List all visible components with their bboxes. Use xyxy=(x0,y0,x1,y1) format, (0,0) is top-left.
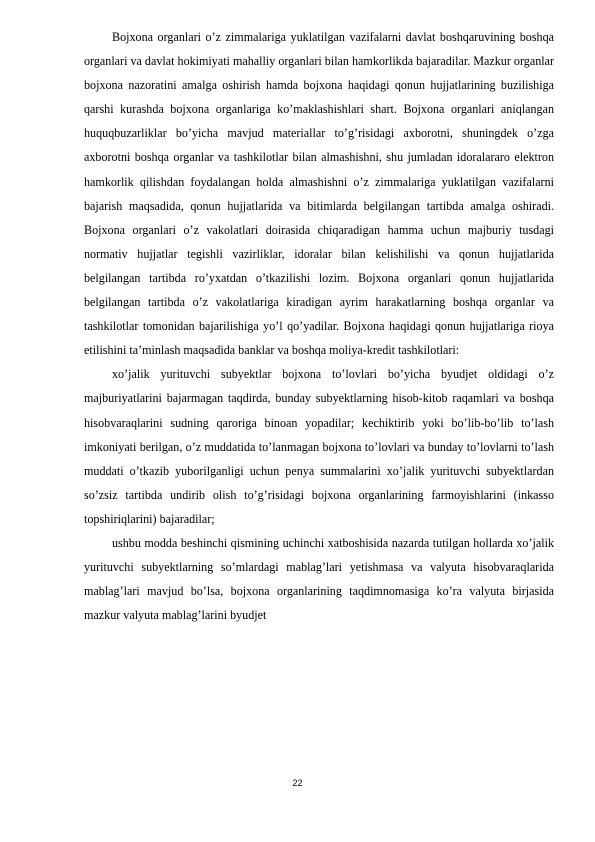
paragraph-1: Bojxona organlari o’z zimmalariga yuklatilgan vazifalarni davlat boshqaruvining boshqa organlari va davlat hokimiyati mahalliy organlari bilan hamkorlikda bajaradilar. Mazkur organlar bojxona nazoratini amalga oshirish hamda bojxona haqidagi qonun hujjatlarining buzilishiga qarshi kurashda bojxona organlariga ko’maklashishlari shart. Bojxona organlari aniqlangan huquqbuzarliklar bo’yicha mavjud materiallar to’g’risidagi axborotni, shuningdek o’zga axborotni boshqa organlar va tashkilotlar bilan almashishni, shu jumladan idoralararo elektron hamkorlik qilishdan foydalangan holda almashishni o’z zimmalariga yuklatilgan vazifalarni bajarish maqsadida, qonun hujjatlarida va bitimlarda belgilangan tartibda amalga oshiradi. Bojxona organlari o’z vakolatlari doirasida chiqaradigan hamma uchun majburiy tusdagi normativ hujjatlar tegishli vazirliklar, idoralar bilan kelishilishi va qonun hujjatlarida belgilangan tartibda ro’yxatdan o’tkazilishi lozim. Bojxona organlari qonun hujjatlarida belgilangan tartibda o’z vakolatlariga kiradigan ayrim harakatlarning boshqa organlar va tashkilotlar tomonidan bajarilishiga yo’l qo’yadilar. Bojxona haqidagi qonun hujjatlariga rioya etilishini ta’minlash maqsadida banklar va boshqa moliya-kredit tashkilotlari: xyxy=(84,30,554,358)
page-number: 22 xyxy=(292,778,303,788)
body-text xyxy=(84,25,554,627)
paragraph-2: xo’jalik yurituvchi subyektlar bojxona to’lovlari bo’yicha byudjet oldidagi o’z majburiyatlarini bajarmagan taqdirda, bunday subyektlarning hisob-kitob raqamlari va boshqa hisobvaraqlarini sudning qaroriga binoan yopadilar; kechiktirib yoki bo’lib-bo’lib to’lash imkoniyati berilgan, o’z muddatida to’lanmagan bojxona to’lovlari va bunday to’lovlarni to’lash muddati o’tkazib yuborilganligi uchun penya summalarini xo’jalik yurituvchi subyektlardan so’zsiz tartibda undirib olish to’g’risidagi bojxona organlarining farmoyishlarini (inkasso topshiriqlarini) bajaradilar; xyxy=(84,367,554,526)
paragraph-3: ushbu modda beshinchi qismining uchinchi xatboshisida nazarda tutilgan hollarda xo’jalik yurituvchi subyektlarning so’mlardagi mablag’lari yetishmasa va valyuta hisobvaraqlarida mablag’lari mavjud bo’lsa, bojxona organlarining taqdimnomasiga ko’ra valyuta birjasida mazkur valyuta mablag’larini byudjet xyxy=(84,535,554,623)
